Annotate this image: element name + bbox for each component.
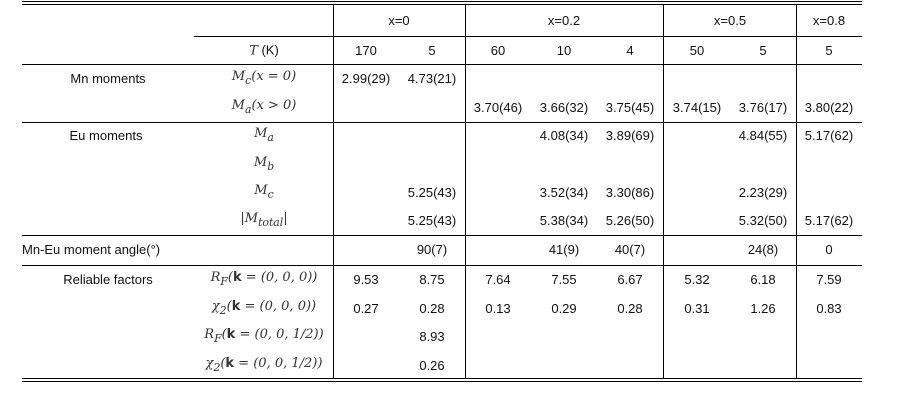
table-cell: 7.55	[551, 272, 577, 287]
temperature-cell: 5	[825, 43, 833, 58]
table-cell: 0.13	[485, 301, 511, 316]
temperature-label: T (K)	[249, 42, 279, 59]
col-rule-x05	[663, 4, 664, 378]
table-cell: 4.08(34)	[539, 128, 589, 143]
param-chi2-00half: $\chi_2(k = (0$, 0, 1/2))	[205, 356, 323, 374]
section-label-angle: Mn-Eu moment angle(°)	[22, 242, 161, 257]
table-cell: 3.89(69)	[605, 128, 655, 143]
table-cell: 6.18	[750, 272, 776, 287]
table-cell: 8.75	[419, 272, 445, 287]
temperature-cell: 5	[759, 43, 767, 58]
table-cell: 4.84(55)	[738, 128, 788, 143]
table-cell: 5.25(43)	[407, 213, 457, 228]
param-mn-ma: $M_a(x > 0)$	[231, 98, 297, 116]
group-header: x=0	[388, 13, 410, 28]
temperature-cell: 4	[626, 43, 634, 58]
table-cell: 4.73(21)	[407, 71, 457, 86]
section-label-mn: Mn moments	[70, 71, 146, 86]
table-cell: 3.76(17)	[738, 100, 788, 115]
param-eu-mb: $M_b$	[253, 155, 275, 173]
temperature-cell: 170	[355, 43, 377, 58]
col-rule-param	[333, 4, 334, 378]
table-cell: 3.52(34)	[539, 185, 589, 200]
table-cell: 0	[825, 242, 833, 257]
table-cell: 0.28	[617, 301, 643, 316]
group-header: x=0.5	[713, 13, 747, 28]
table-cell: 0.29	[551, 301, 577, 316]
group-rule	[194, 36, 862, 37]
table-cell: 90(7)	[416, 242, 448, 257]
table-cell: 2.23(29)	[738, 185, 788, 200]
table-cell: 0.83	[816, 301, 842, 316]
table-cell: 3.74(15)	[672, 100, 722, 115]
table-cell: 0.31	[684, 301, 710, 316]
table-cell: 9.53	[353, 272, 379, 287]
bottom-rule	[22, 378, 862, 379]
table-cell: 3.70(46)	[473, 100, 523, 115]
group-header: x=0.8	[812, 13, 846, 28]
table-cell: 0.28	[419, 301, 445, 316]
table-cell: 5.17(62)	[804, 213, 854, 228]
top-rule-inner	[22, 4, 862, 5]
bottom-rule-inner	[22, 381, 862, 382]
temperature-cell: 60	[490, 43, 506, 58]
angle-section-rule	[22, 265, 862, 266]
table-cell: 41(9)	[548, 242, 580, 257]
param-rf-00half: $R_F(k = (0$, 0, 1/2))	[204, 327, 324, 345]
table-cell: 5.32(50)	[738, 213, 788, 228]
table-cell: 3.75(45)	[605, 100, 655, 115]
col-rule-x08	[796, 4, 797, 378]
table-cell: 3.30(86)	[605, 185, 655, 200]
table-cell: 1.26	[750, 301, 776, 316]
table-cell: 0.27	[353, 301, 379, 316]
table-cell: 5.26(50)	[605, 213, 655, 228]
table-cell: 3.80(22)	[804, 100, 854, 115]
table-cell: 24(8)	[747, 242, 779, 257]
table-cell: 40(7)	[614, 242, 646, 257]
table-cell: 5.38(34)	[539, 213, 589, 228]
table-cell: 8.93	[419, 329, 445, 344]
table-cell: 3.66(32)	[539, 100, 589, 115]
results-table	[22, 0, 862, 382]
param-eu-mtotal: $|M_{total}|$	[240, 211, 288, 229]
table-cell: 0.26	[419, 358, 445, 373]
section-label-eu: Eu moments	[69, 128, 143, 143]
table-cell: 5.32	[684, 272, 710, 287]
table-cell: 5.17(62)	[804, 128, 854, 143]
top-rule	[22, 1, 862, 2]
temperature-cell: 10	[556, 43, 572, 58]
header-rule	[22, 64, 862, 65]
param-eu-mc: $M_c$	[254, 183, 274, 201]
param-eu-ma: $M_a$	[254, 126, 274, 144]
table-cell: 7.59	[816, 272, 842, 287]
col-rule-x02	[465, 4, 466, 378]
section-label-reliable: Reliable factors	[63, 272, 153, 287]
table-cell: 7.64	[485, 272, 511, 287]
mn-section-rule	[22, 122, 862, 123]
table-cell: 5.25(43)	[407, 185, 457, 200]
temperature-cell: 5	[428, 43, 436, 58]
temperature-cell: 50	[689, 43, 705, 58]
eu-section-rule	[22, 235, 862, 236]
param-chi2-000: $\chi_2(k = (0$, 0, 0))	[211, 299, 317, 317]
table-cell: 2.99(29)	[341, 71, 391, 86]
param-mn-mc: $M_c(x = 0)$	[231, 69, 297, 87]
group-header: x=0.2	[547, 13, 581, 28]
table-cell: 6.67	[617, 272, 643, 287]
param-rf-000: $R_F(k = (0$, 0, 0))	[210, 270, 318, 288]
